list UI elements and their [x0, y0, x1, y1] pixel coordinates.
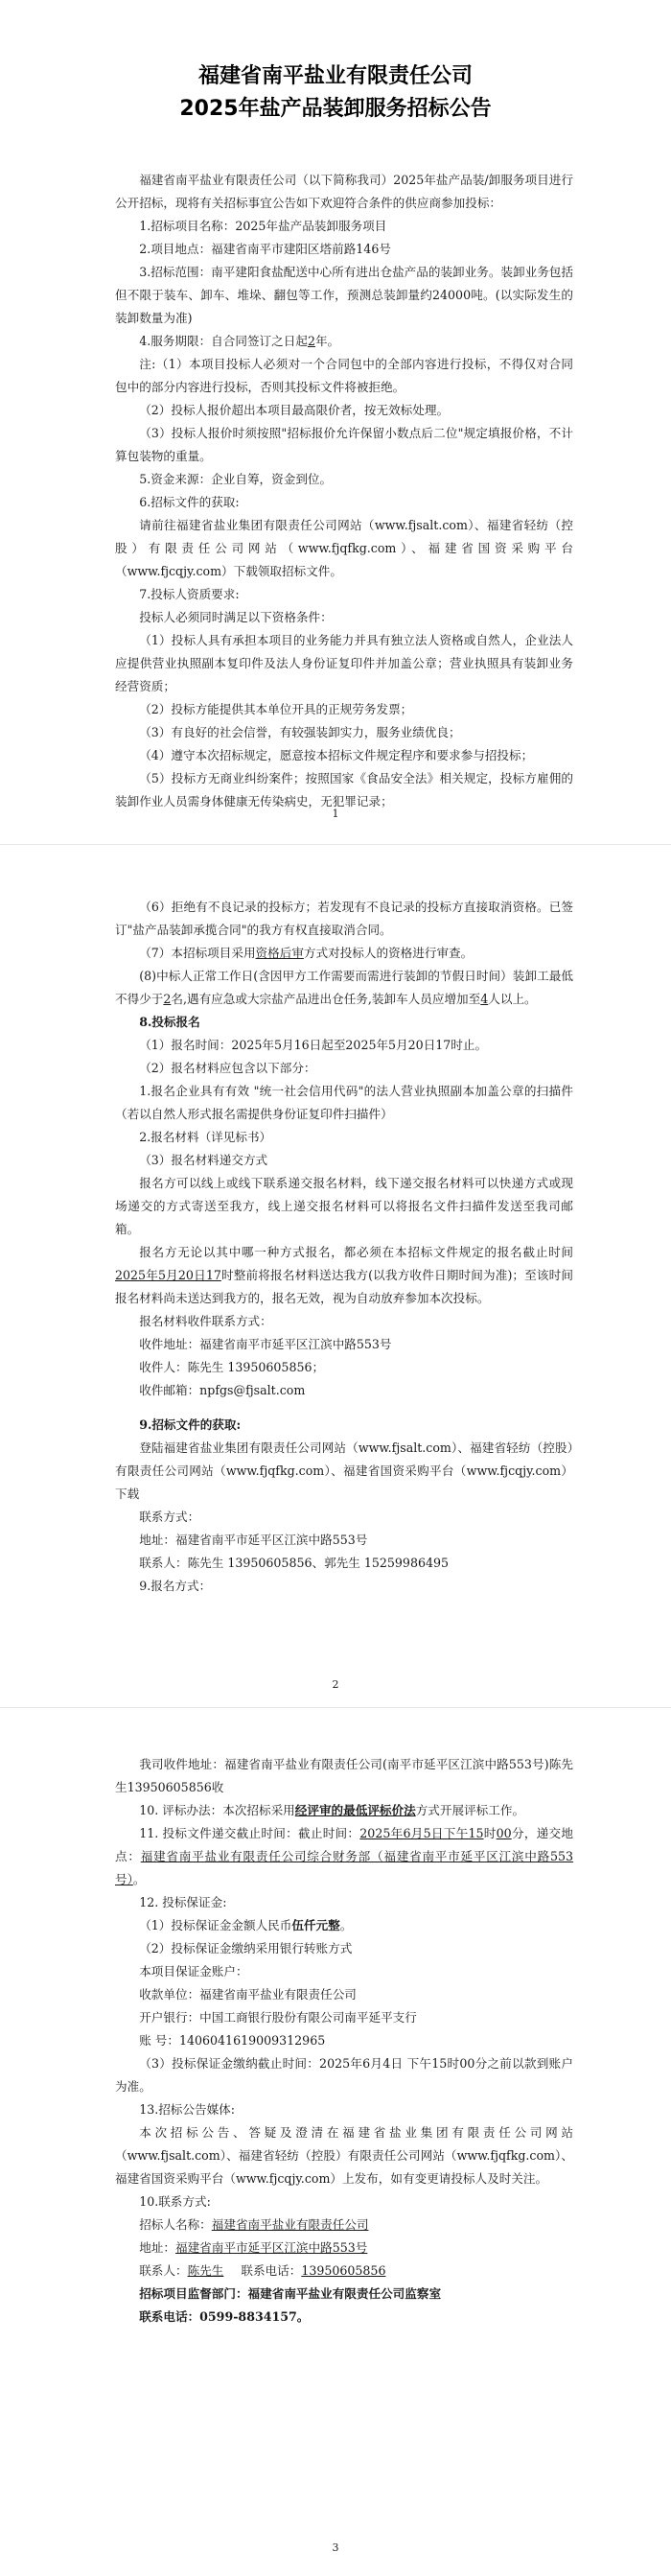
deadline-prefix: 报名方无论以其中哪一种方式报名，都必须在本招标文件规定的报名截止时间	[139, 1245, 573, 1259]
submission-date: 2025年6月5日下午15	[359, 1826, 484, 1840]
section-4-service-period	[115, 330, 573, 353]
q7-suffix: 方式对投标人的资格进行审查。	[303, 946, 474, 960]
registration-time: （1）报名时间：2025年5月16日起至2025年5月20日17时止。	[139, 1038, 488, 1052]
q8-middle: 名,遇有应急或大宗盐产品进出仓任务,装卸车人员应增加至	[171, 992, 481, 1006]
registration-material-2: 2.报名材料（详见标书）	[139, 1130, 272, 1144]
spacer	[115, 1402, 573, 1414]
note-2: （2）投标人报价超出本项目最高限价者，按无效标处理。	[139, 403, 450, 417]
submission-minute: 00	[496, 1826, 512, 1840]
phone-number: 13950605856	[301, 2263, 386, 2278]
submission-hour-unit: 时	[483, 1826, 497, 1840]
evaluation-prefix: 10. 评标办法：本次招标采用	[139, 1803, 295, 1817]
page-1	[0, 0, 671, 844]
receiving-email[interactable]: 收件邮箱：npfgs@fjsalt.com	[139, 1383, 306, 1397]
registration-deadline	[115, 1241, 573, 1310]
contact-line	[115, 2260, 573, 2283]
qualification-6: （6）拒绝有不良记录的投标方；若发现有不良记录的投标方直接取消资格。已签订"盐产品装卸承揽合同"的我方有权直接取消合同。	[115, 900, 573, 937]
qualification-7	[115, 942, 573, 965]
section-2-project-location: 2.项目地点：福建省南平市建阳区塔前路146号	[139, 242, 391, 256]
evaluation-suffix: 方式开展评标工作。	[415, 1803, 525, 1817]
q8-min-workers: 2	[163, 992, 172, 1006]
qualification-8	[115, 965, 573, 1011]
contact-name: 陈先生	[187, 2263, 224, 2278]
qualification-4: （4）遵守本次招标规定，愿意按本招标文件规定程序和要求参与招投标；	[139, 748, 534, 762]
section-8-heading: 8.投标报名	[139, 1015, 200, 1029]
receiver: 收件人：陈先生 13950605856；	[139, 1360, 325, 1374]
deposit-amount-suffix: 。	[339, 1918, 353, 1932]
section-6-heading: 6.招标文件的获取:	[139, 495, 240, 509]
section-1-project-name: 1.招标项目名称：2025年盐产品装卸服务项目	[139, 219, 387, 233]
tenderer-name: 福建省南平盐业有限责任公司	[211, 2217, 369, 2232]
service-period-prefix: 4.服务期限：自合同签订之日起	[139, 334, 308, 348]
deposit-deadline: （3）投标保证金缴纳截止时间：2025年6月4日 下午15时00分之前以款到账户为准。	[115, 2056, 573, 2094]
account-heading: 本项目保证金账户：	[139, 1964, 248, 1979]
page-2	[0, 844, 671, 1707]
section-5-funding: 5.资金来源：企业自筹，资金到位。	[139, 472, 333, 486]
page-number-3: 3	[332, 2541, 339, 2554]
qualification-3: （3）有良好的社会信誉，有较强装卸实力，服务业绩优良；	[139, 725, 461, 739]
registration-material-1: 1.报名企业具有有效 "统一社会信用代码"的法人营业执照副本加盖公章的扫描件（若以自然人形式报名需提供身份证复印件扫描件）	[115, 1084, 573, 1121]
document-title-line2: 2025年盐产品装卸服务招标公告	[179, 97, 492, 121]
note-1: 注:（1）本项目投标人必须对一个合同包中的全部内容进行投标，不得仅对合同包中的部分内容进行投标，否则其投标文件将被拒绝。	[115, 357, 573, 394]
submission-place-label: 分，递交地点：	[115, 1826, 573, 1863]
submission-place: 福建省南平盐业有限责任公司综合财务部（福建省南平市延平区江滨中路553号）	[115, 1849, 573, 1886]
payee: 收款单位：福建省南平盐业有限责任公司	[139, 1987, 357, 2002]
section-13-media: 13.招标公告媒体:	[139, 2102, 236, 2117]
submission-method-heading: （3）报名材料递交方式	[139, 1153, 268, 1167]
page3-body	[115, 1753, 573, 2329]
submission-prefix: 11. 投标文件递交截止时间：截止时间：	[139, 1826, 360, 1840]
receiving-address: 收件地址：福建省南平市延平区江滨中路553号	[139, 1337, 392, 1351]
section-7-heading: 7.投标人资质要求:	[139, 587, 240, 601]
contact2-persons: 联系人：陈先生 13950605856、郭先生 15259986495	[139, 1556, 450, 1570]
section-13-detail: 本次招标公告、答疑及澄清在福建省盐业集团有限责任公司网站（www.fjsalt.com）、福建省轻纺（控股）有限责任公司网站（www.fjqfkg.com）、福建省国资采购平台（www.fjcqjy.com）上发布，如有变更请投标人及时关注。	[115, 2125, 573, 2186]
document-title-line1: 福建省南平盐业有限责任公司	[197, 64, 473, 88]
section-9-heading: 9.招标文件的获取:	[139, 1417, 242, 1432]
section-3-scope: 3.招标范围：南平建阳食盐配送中心所有进出仓盐产品的装卸业务。装卸业务包括但不限于装车、卸车、堆垛、翻包等工作，预测总装卸量约24000吨。(以实际发生的装卸数量为准)	[115, 265, 573, 325]
section-12-deposit-heading: 12. 投标保证金:	[139, 1895, 227, 1909]
submission-method-detail: 报名方可以线上或线下联系递交报名材料，线下递交报名材料可以快递方式或现场递交的方式寄送至我方，线上递交报名材料可以将报名文件扫描件发送至我司邮箱。	[115, 1176, 573, 1236]
service-period-years: 2	[307, 334, 315, 348]
deposit-amount-value: 伍仟元整	[291, 1918, 340, 1932]
service-period-suffix: 年。	[314, 334, 340, 348]
contact2-heading: 联系方式：	[139, 1510, 200, 1524]
note-3: （3）投标人报价时须按照"招标报价允许保留小数点后二位"规定填报价格，不计算包装物的重量。	[115, 426, 573, 463]
section-contact-heading: 10.联系方式:	[139, 2194, 211, 2209]
contact-heading: 报名材料收件联系方式：	[139, 1314, 272, 1328]
section-11-submission	[115, 1822, 573, 1891]
page-number-1: 1	[332, 808, 339, 820]
evaluation-method: 经评审的最低评标价法	[294, 1803, 416, 1817]
address-value: 福建省南平市延平区江滨中路553号	[174, 2240, 368, 2255]
contact-label: 联系人：	[139, 2263, 188, 2278]
page-3	[0, 1707, 671, 2576]
q8-prefix: (8)中标人正常工作日(含因甲方工作需要而需进行装卸的节假日时间）装卸工最低不得少于	[115, 969, 573, 1006]
section-9-detail: 登陆福建省盐业集团有限责任公司网站（www.fjsalt.com）、福建省轻纺（控股）有限责任公司网站（www.fjqfkg.com）、福建省国资采购平台（www.fjcqjy.com）下载	[115, 1440, 573, 1501]
deposit-method: （2）投标保证金缴纳采用银行转账方式	[139, 1941, 353, 1955]
deadline-date: 2025年5月20日17	[115, 1268, 221, 1282]
page-number-2: 2	[332, 1678, 339, 1691]
section-7-intro: 投标人必须同时满足以下资格条件：	[139, 610, 333, 624]
bank: 开户银行：中国工商银行股份有限公司南平延平支行	[139, 2010, 417, 2025]
q7-prefix: （7）本招标项目采用	[139, 946, 256, 960]
address-line	[115, 2236, 573, 2260]
contact2-address: 地址：福建省南平市延平区江滨中路553号	[139, 1533, 368, 1547]
intro-paragraph: 福建省南平盐业有限责任公司（以下简称我司）2025年盐产品装/卸服务项目进行公开招标，现将有关招标事宜公告如下欢迎符合条件的供应商参加投标：	[115, 173, 573, 210]
page1-body	[115, 169, 573, 813]
supervisor: 招标项目监督部门：福建省南平盐业有限责任公司监察室	[139, 2286, 442, 2301]
qualification-1: （1）投标人具有承担本项目的业务能力并具有独立法人资格或自然人，企业法人应提供营业执照副本复印件及法人身份证复印件并加盖公章；营业执照具有装卸业务经营资质；	[115, 633, 573, 693]
account-number: 1406041619009312965	[178, 2033, 326, 2048]
q7-method: 资格后审	[255, 946, 304, 960]
account-label: 账 号：	[139, 2033, 179, 2048]
registration-materials: （2）报名材料应包含以下部分：	[139, 1061, 316, 1075]
qualification-5: （5）投标方无商业纠纷案件；按照国家《食品安全法》相关规定，投标方雇佣的装卸作业人员需身体健康无传染病史，无犯罪记录；	[115, 771, 573, 808]
supervisor-phone: 联系电话：0599-8834157。	[139, 2309, 310, 2324]
section-10-evaluation	[115, 1799, 573, 1822]
phone-label: 联系电话：	[241, 2263, 302, 2278]
tenderer-label: 招标人名称：	[139, 2217, 212, 2232]
tenderer-line	[115, 2213, 573, 2236]
receiver-address: 我司收件地址：福建省南平盐业有限责任公司(南平市延平区江滨中路553号)陈先生13950605856收	[115, 1757, 573, 1794]
qualification-2: （2）投标方能提供其本单位开具的正规劳务发票；	[139, 702, 413, 716]
deposit-amount	[115, 1914, 573, 1937]
page2-body	[115, 896, 573, 1598]
submission-suffix: 。	[132, 1872, 146, 1886]
q8-extra-workers: 4	[480, 992, 489, 1006]
deposit-amount-prefix: （1）投标保证金金额人民币	[139, 1918, 292, 1932]
section-6-detail: 请前往福建省盐业集团有限责任公司网站（www.fjsalt.com）、福建省轻纺（控股）有限责任公司网站（www.fjqfkg.com）、福建省国资采购平台（www.fjcqjy.com）下载领取招标文件。	[115, 518, 573, 578]
account-number-line	[115, 2029, 573, 2052]
deadline-suffix: 时整前将报名材料送达我方(以我方收件日期时间为准)；至该时间报名材料尚未送达到我方的，报名无效，视为自动放弃参加本次投标。	[115, 1268, 574, 1305]
address-label: 地址：	[139, 2240, 175, 2255]
q8-suffix: 人以上。	[488, 992, 537, 1006]
section-9b-registration: 9.报名方式：	[139, 1579, 212, 1593]
